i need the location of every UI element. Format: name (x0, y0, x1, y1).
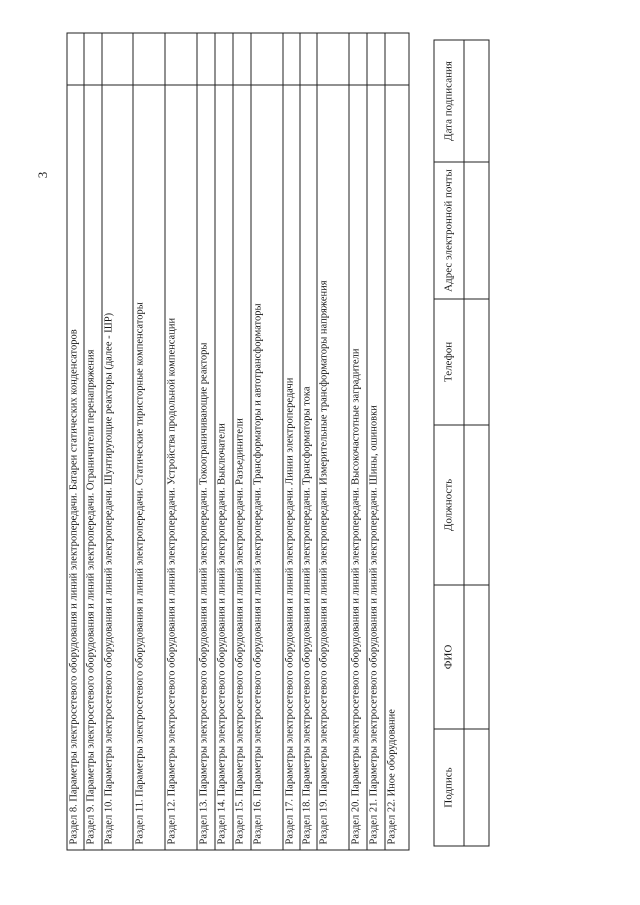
table-row (197, 33, 215, 850)
section-value-cell (385, 33, 409, 85)
section-name: Раздел 18. Параметры электросетевого оборудования и линий электропередачи. Трансформаторы тока (300, 85, 317, 850)
section-name: Раздел 20. Параметры электросетевого оборудования и линий электропередачи. Высокочастотные заградители (349, 85, 367, 850)
table-row (133, 33, 165, 850)
section-name: Раздел 8. Параметры электросетевого оборудования и линий электропередачи. Батареи статических конденсаторов (67, 85, 84, 850)
table-row (367, 33, 385, 850)
section-name: Раздел 22. Иное оборудование (385, 85, 409, 850)
section-name: Раздел 21. Параметры электросетевого оборудования и линий электропередачи. Шины, ошиновки (367, 85, 385, 850)
email-header: Адрес электронной почты (434, 162, 464, 299)
section-value-cell (165, 33, 197, 85)
table-row (349, 33, 367, 850)
signing-date-header: Дата подписания (434, 40, 464, 162)
table-row (165, 33, 197, 850)
section-name: Раздел 19. Параметры электросетевого оборудования и линий электропередачи. Измерительные трансформаторы напряжения (317, 85, 349, 850)
section-value-cell (317, 33, 349, 85)
table-row (102, 33, 133, 850)
phone-header: Телефон (434, 299, 464, 425)
section-value-cell (283, 33, 300, 85)
section-name: Раздел 17. Параметры электросетевого оборудования и линий электропередачи. Линии электропередачи (283, 85, 300, 850)
table-row (317, 33, 349, 850)
table-row (385, 33, 409, 850)
section-value-cell (349, 33, 367, 85)
section-name: Раздел 9. Параметры электросетевого оборудования и линий электропередачи. Ограничители перенапряжения (84, 85, 102, 850)
sections-table-container (66, 33, 408, 850)
section-value-cell (67, 33, 84, 85)
section-name: Раздел 16. Параметры электросетевого оборудования и линий электропередачи. Трансформаторы и автотрансформаторы (251, 85, 283, 850)
table-row (283, 33, 300, 850)
section-value-cell (233, 33, 251, 85)
section-value-cell (102, 33, 133, 85)
section-name: Раздел 14. Параметры электросетевого оборудования и линий электропередачи. Выключатели (215, 85, 233, 850)
table-row (67, 33, 84, 850)
section-name: Раздел 13. Параметры электросетевого оборудования и линий электропередачи. Токоограничивающие реакторы (197, 85, 215, 850)
table-row (300, 33, 317, 850)
section-value-cell (367, 33, 385, 85)
table-row (233, 33, 251, 850)
section-value-cell (300, 33, 317, 85)
section-value-cell (133, 33, 165, 85)
section-name: Раздел 12. Параметры электросетевого оборудования и линий электропередачи. Устройства продольной компенсации (165, 85, 197, 850)
email-cell (464, 162, 489, 299)
table-row (215, 33, 233, 850)
full-name-cell (464, 585, 489, 729)
signing-date-cell (464, 40, 489, 162)
section-value-cell (84, 33, 102, 85)
table-row (251, 33, 283, 850)
section-value-cell (251, 33, 283, 85)
sections-table (66, 32, 409, 850)
full-name-header: ФИО (434, 585, 464, 729)
signature-table (433, 39, 489, 846)
position-header: Должность (434, 425, 464, 585)
section-name: Раздел 10. Параметры электросетевого оборудования и линий электропередачи. Шунтирующие реакторы (далее - ШР) (102, 85, 133, 850)
phone-cell (464, 299, 489, 425)
signature-entry-row (464, 40, 489, 846)
position-cell (464, 425, 489, 585)
signature-cell (464, 729, 489, 846)
section-value-cell (197, 33, 215, 85)
section-name: Раздел 15. Параметры электросетевого оборудования и линий электропередачи. Разъединители (233, 85, 251, 850)
section-name: Раздел 11. Параметры электросетевого оборудования и линий электропередачи. Статические тиристорные компенсаторы (133, 85, 165, 850)
table-row (84, 33, 102, 850)
page-number: 3 (35, 171, 50, 179)
signature-header: Подпись (434, 729, 464, 846)
section-value-cell (215, 33, 233, 85)
signature-header-row (434, 40, 464, 846)
signature-table-container (433, 40, 488, 846)
